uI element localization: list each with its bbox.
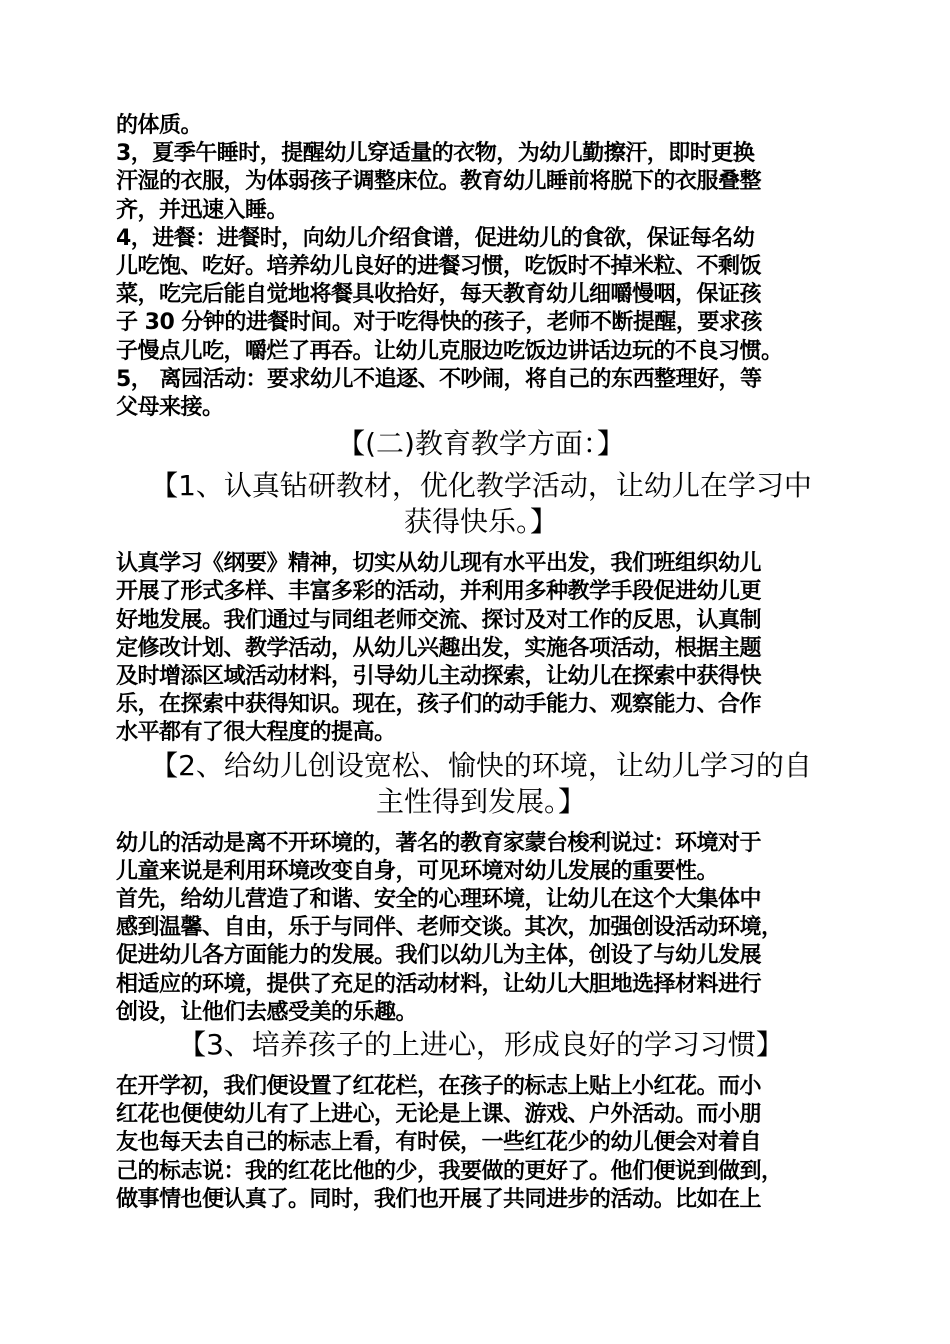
section-heading-teaching: 【(二)教育教学方面：】 — [337, 427, 625, 461]
document-content — [116, 112, 846, 1214]
subheading-3: 【3、培养孩子的上进心，形成良好的学习习惯】 — [178, 1028, 784, 1062]
subheading-2: 【2、给幼儿创设宽松、愉快的环境，让幼儿学习的自 主性得到发展。】 — [150, 748, 812, 818]
body-paragraph-3: 在开学初，我们便设置了红花栏，在孩子的标志上贴上小红花。而小 红花也便使幼儿有了上进心，无论是上课、游戏、户外活动。而小朋 友也每天去自己的标志上看，有时侯，一些红花少的幼儿便会对着自 己的标志说：我的红花比他的少，我要做的更好了。他们便说到做到， 做事情也便认真了。同时，我们也开展了共同进步的活动。比如在上 — [116, 1074, 783, 1212]
body-paragraph-1: 认真学习《纲要》精神，切实从幼儿现有水平出发，我们班组织幼儿 开展了形式多样、丰富多彩的活动，并利用多种教学手段促进幼儿更 好地发展。我们通过与同组老师交流、探讨及对工作的反思，认真制 定修改计划、教学活动，从幼儿兴趣出发，实施各项活动，根据主题 及时增添区域活动材料，引导幼儿主动探索，让幼儿在探索中获得快 乐，在探索中获得知识。现在，孩子们的动手能力、观察能力、合作 水平都有了很大程度的提高。 — [116, 551, 762, 746]
body-paragraph-top: 的体质。 3，夏季午睡时，提醒幼儿穿适量的衣物，为幼儿勤擦汗，即时更换 汗湿的衣服，为体弱孩子调整床位。教育幼儿睡前将脱下的衣服叠整 齐，并迅速入睡。 4，进餐：进餐时，向幼儿介绍食谱，促进幼儿的食欲，保证每名幼 儿吃饱、吃好。培养幼儿良好的进餐习惯，吃饭时不掉米粒、不剩饭 菜，吃完后能自觉地将餐具收拾好，每天教育幼儿细嚼慢咽，保证孩 子 30 分钟的进餐时间。对于吃得快的孩子，老师不断提醒，要求孩 子慢点儿吃，嚼烂了再吞。让幼儿克服边吃饭边讲话边玩的不良习惯。 5， 离园活动：要求幼儿不追逐、不吵闹，将自己的东西整理好，等 父母来接。 — [116, 113, 783, 421]
body-paragraph-2: 幼儿的活动是离不开环境的，著名的教育家蒙台梭利说过：环境对于 儿童来说是利用环境改变自身，可见环境对幼儿发展的重要性。 首先，给幼儿营造了和谐、安全的心理环境，让幼儿在这个大集体中 感到温馨、自由，乐于与同伴、老师交谈。其次，加强创设活动环境， 促进幼儿各方面能力的发展。我们以幼儿为主体，创设了与幼儿发展 相适应的环境，提供了充足的活动材料，让幼儿大胆地选择材料进行 创设，让他们去感受美的乐趣。 — [116, 830, 783, 1025]
subheading-1: 【1、认真钻研教材，优化教学活动，让幼儿在学习中 获得快乐。】 — [150, 469, 812, 539]
